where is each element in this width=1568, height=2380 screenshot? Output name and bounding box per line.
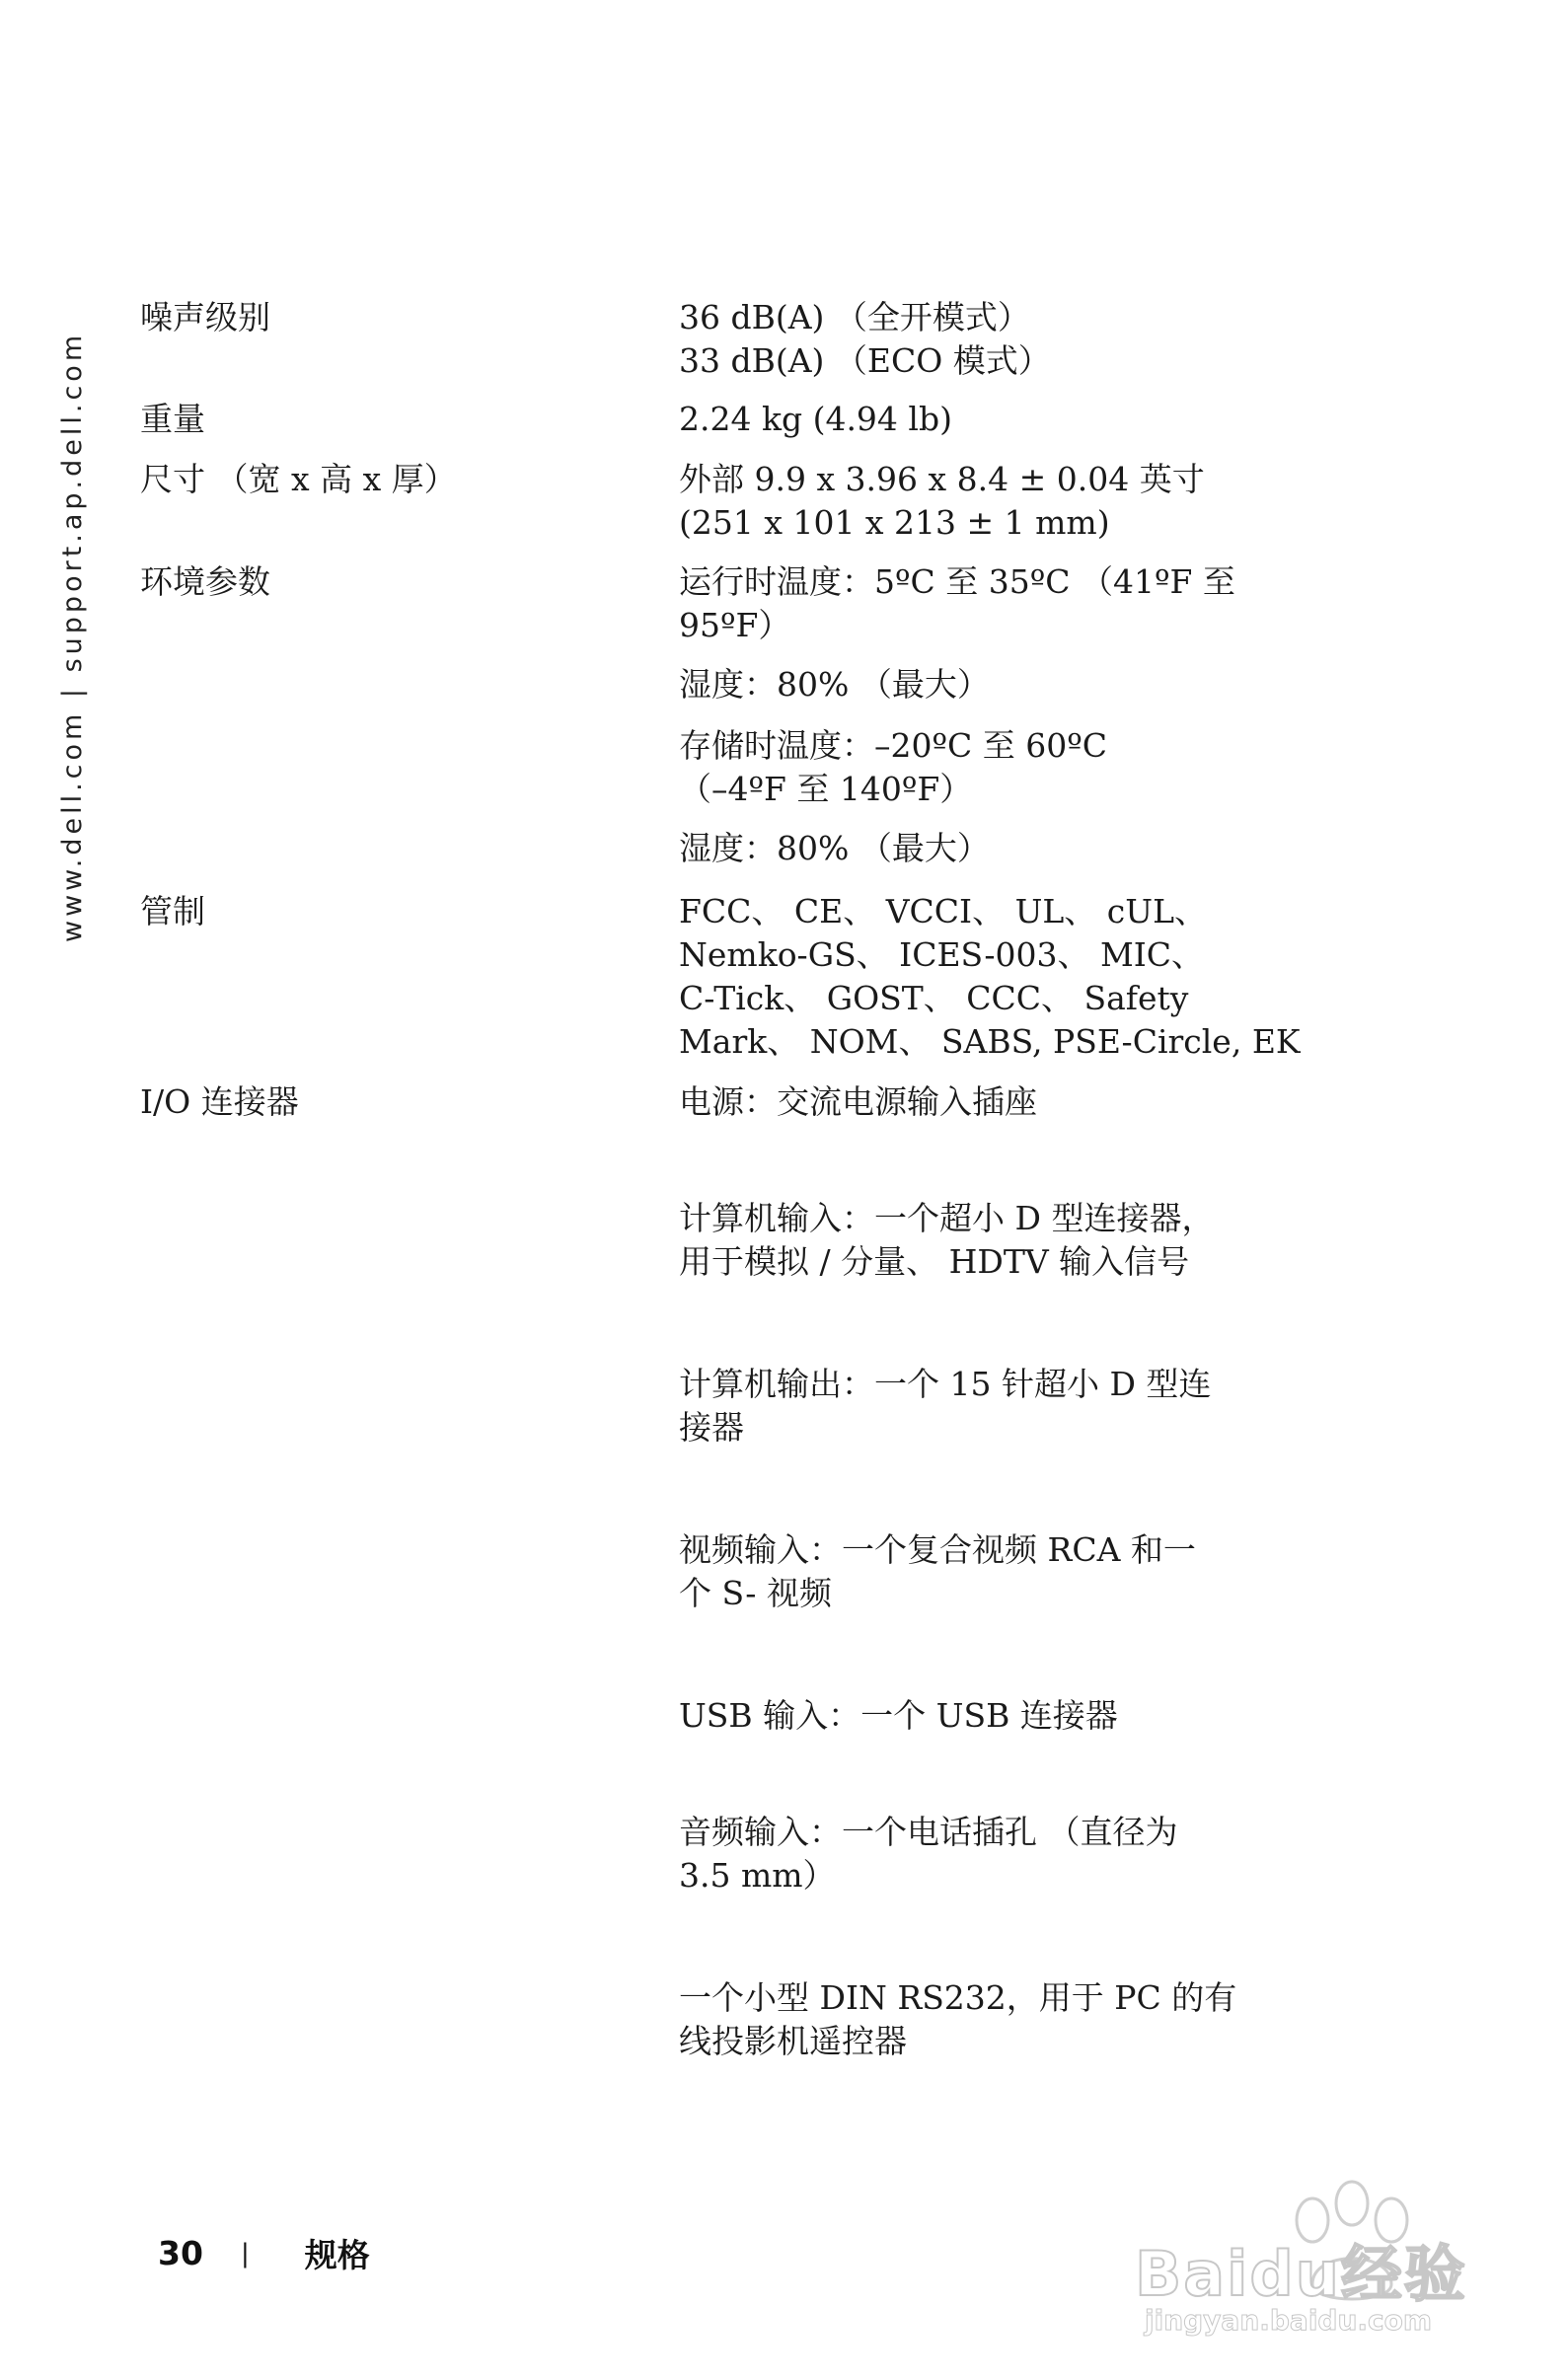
value-line: 2.24 kg (4.94 lb) [679,400,952,438]
value-line: 线投影机遥控器 [679,2022,907,2060]
spec-label: I/O 连接器 [140,1082,299,1121]
spec-value [679,1694,1275,1811]
spec-label: 管制 [140,892,205,930]
spec-value [679,560,1275,663]
spec-value [679,1197,1275,1363]
spec-value [679,1976,1275,2063]
footer-separator: | [240,2238,250,2268]
value-line: (251 x 101 x 213 ± 1 mm) [679,503,1110,542]
spec-row-io-connectors [140,1080,1275,2063]
value-line: 音频输入：一个电话插孔 （直径为 [679,1813,1178,1851]
value-line: 运行时温度：5ºC 至 35ºC （41ºF 至 [679,562,1235,601]
value-line: 湿度：80% （最大） [679,665,990,704]
value-line: 33 dB(A) （ECO 模式） [679,341,1051,380]
value-line: 计算机输出：一个 15 针超小 D 型连 [679,1365,1212,1403]
value-line: USB 输入：一个 USB 连接器 [679,1696,1118,1735]
spec-value [679,827,1275,888]
value-line: 接器 [679,1408,744,1447]
spec-row-environment [140,560,1275,890]
spec-value [679,890,1301,1064]
spec-value [679,1363,1275,1528]
spec-values [679,398,1275,441]
spec-label: 重量 [140,400,205,438]
side-url: www.dell.com | support.ap.dell.com [57,331,88,942]
spec-row-noise [140,296,1275,398]
page-number: 30 [158,2234,203,2272]
baidu-watermark [1105,2166,1539,2353]
value-line: （–4ºF 至 140ºF） [679,770,973,808]
spec-values [679,890,1301,1064]
value-line: C-Tick、 GOST、 CCC、 Safety [679,979,1189,1017]
spec-label: 环境参数 [140,562,270,601]
value-line: 外部 9.9 x 3.96 x 8.4 ± 0.04 英寸 [679,460,1205,498]
spec-value [679,398,1275,441]
spec-value [679,724,1275,827]
value-line: FCC、 CE、 VCCI、 UL、 cUL、 [679,892,1207,930]
value-line: 用于模拟 / 分量、 HDTV 输入信号 [679,1242,1190,1281]
value-line: 电源：交流电源输入插座 [679,1082,1037,1121]
spec-values [679,560,1275,888]
value-line: 存储时温度：–20ºC 至 60ºC [679,726,1107,765]
spec-values [679,458,1275,545]
spec-row-weight [140,398,1275,458]
spec-table [140,296,1301,2063]
value-line: 36 dB(A) （全开模式） [679,298,1030,336]
spec-row-regulatory [140,890,1301,1080]
spec-value [679,296,1275,383]
spec-value [679,663,1275,724]
value-line: 计算机输入：一个超小 D 型连接器， [679,1199,1215,1237]
value-line: 个 S- 视频 [679,1574,832,1612]
spec-value [679,1811,1275,1976]
section-title: 规格 [304,2236,370,2274]
watermark-brand: Baidu经验 [1135,2238,1467,2310]
value-line: 一个小型 DIN RS232，用于 PC 的有 [679,1978,1237,2017]
spec-label: 尺寸 （宽 x 高 x 厚） [140,460,457,498]
value-line: 3.5 mm） [679,1856,836,1895]
value-line: 视频输入：一个复合视频 RCA 和一 [679,1530,1196,1569]
value-line: 95ºF） [679,606,791,644]
page-footer [158,2230,370,2276]
spec-values [679,296,1275,383]
value-line: 湿度：80% （最大） [679,829,990,867]
spec-row-dimensions [140,458,1275,560]
spec-label: 噪声级别 [140,298,270,336]
value-line: Nemko-GS、 ICES-003、 MIC、 [679,935,1205,974]
spec-value [679,1528,1275,1694]
spec-value [679,1080,1275,1197]
spec-values [679,1080,1275,2063]
spec-value [679,458,1275,545]
watermark-url: jingyan.baidu.com [1145,2304,1433,2337]
value-line: Mark、 NOM、 SABS, PSE-Circle, EK [679,1022,1301,1061]
